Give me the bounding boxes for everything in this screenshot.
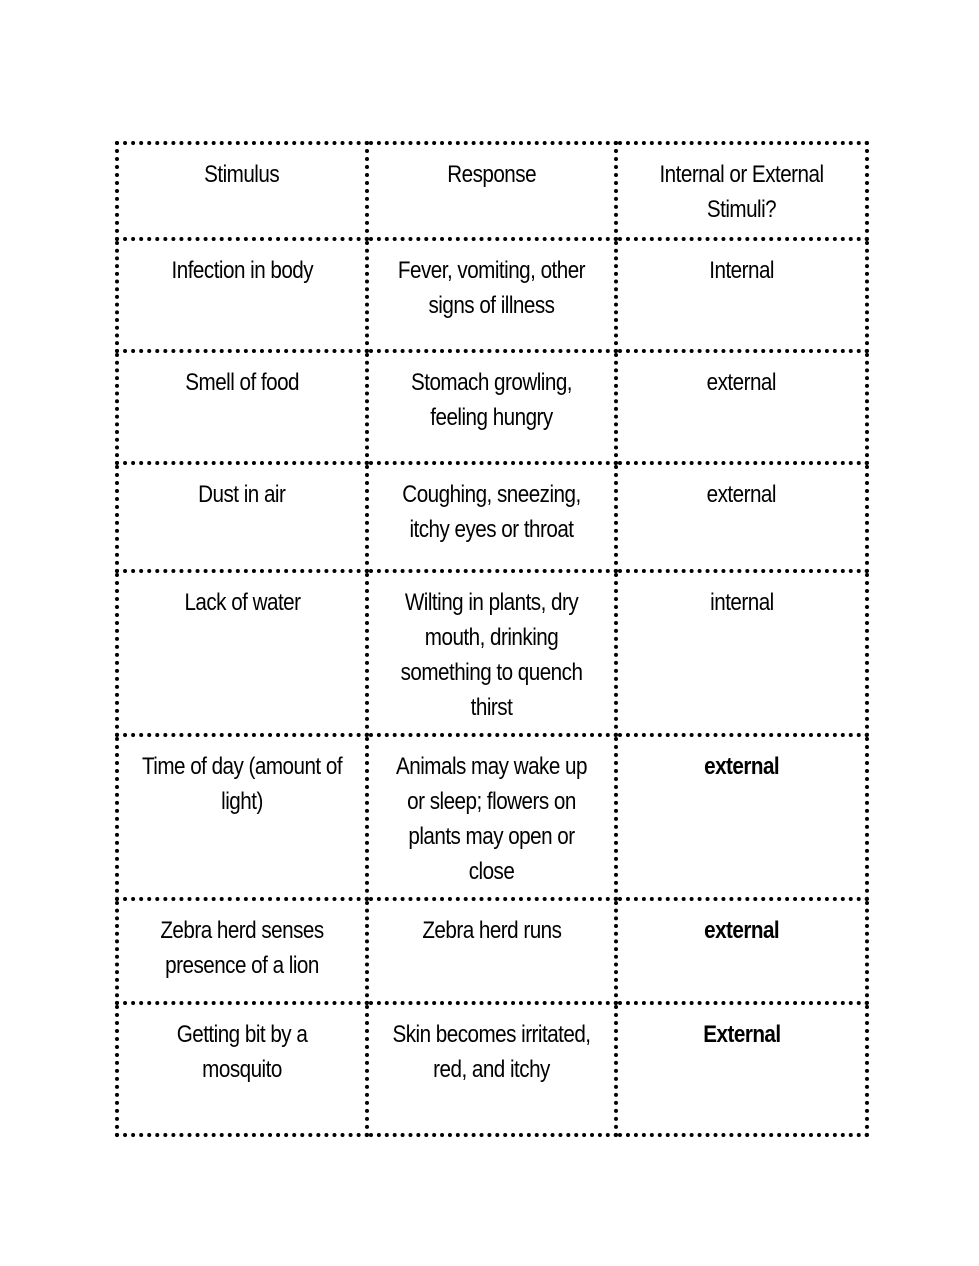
stimulus-response-table	[115, 141, 869, 1137]
response-cell: Stomach growling, feeling hungry	[367, 351, 616, 463]
response-cell: Coughing, sneezing, itchy eyes or throat	[367, 463, 616, 571]
stimulus-cell: Smell of food	[117, 351, 367, 463]
response-cell: Fever, vomiting, other signs of illness	[367, 239, 616, 351]
table-row	[117, 571, 867, 735]
table-row	[117, 899, 867, 1003]
stimulus-cell: Dust in air	[117, 463, 367, 571]
table-row	[117, 735, 867, 899]
type-cell: External	[616, 1003, 867, 1135]
type-cell: external	[616, 735, 867, 899]
type-cell: Internal	[616, 239, 867, 351]
table-row	[117, 239, 867, 351]
response-cell: Animals may wake up or sleep; flowers on plants may open or close	[367, 735, 616, 899]
header-stimulus: Stimulus	[117, 143, 367, 239]
stimulus-cell: Infection in body	[117, 239, 367, 351]
stimulus-cell: Getting bit by a mosquito	[117, 1003, 367, 1135]
table-row	[117, 1003, 867, 1135]
type-cell: external	[616, 463, 867, 571]
type-cell: internal	[616, 571, 867, 735]
header-stimuli-type: Internal or External Stimuli?	[616, 143, 867, 239]
table-row	[117, 463, 867, 571]
response-cell: Wilting in plants, dry mouth, drinking something to quench thirst	[367, 571, 616, 735]
header-row	[117, 143, 867, 239]
header-response: Response	[367, 143, 616, 239]
stimulus-cell: Lack of water	[117, 571, 367, 735]
response-cell: Skin becomes irritated, red, and itchy	[367, 1003, 616, 1135]
worksheet	[115, 141, 865, 1137]
table-row	[117, 351, 867, 463]
stimulus-cell: Time of day (amount of light)	[117, 735, 367, 899]
type-cell: external	[616, 899, 867, 1003]
type-cell: external	[616, 351, 867, 463]
response-cell: Zebra herd runs	[367, 899, 616, 1003]
stimulus-cell: Zebra herd senses presence of a lion	[117, 899, 367, 1003]
